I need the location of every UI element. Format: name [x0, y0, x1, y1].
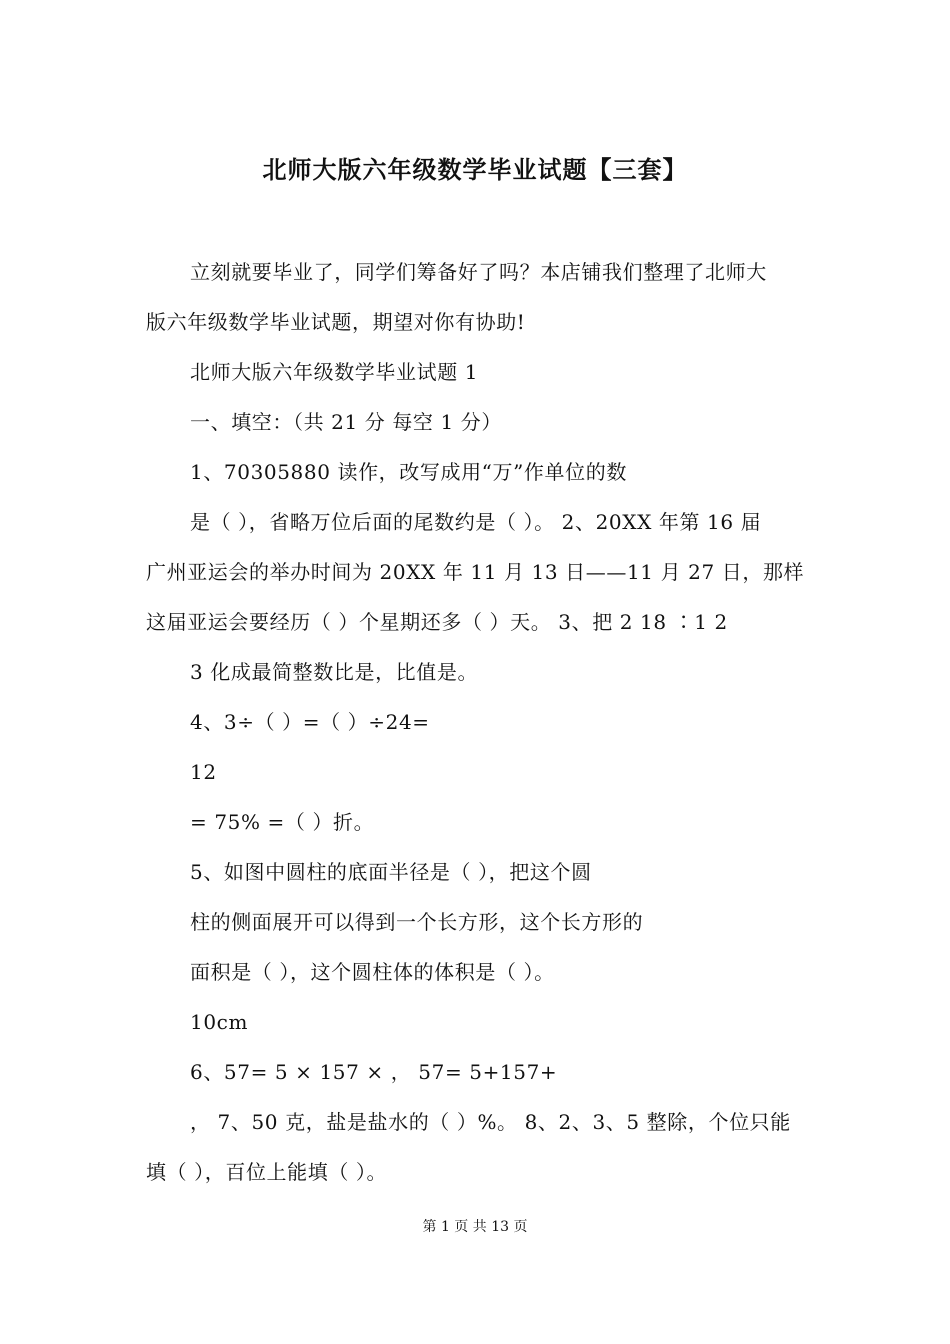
question-line-4: 这届亚运会要经历（ ）个星期还多（ ）天。 3、把 2 18 ∶1 2	[146, 610, 728, 634]
question-line-5: 3 化成最简整数比是，比值是。	[190, 660, 479, 684]
text-line-2: 版六年级数学毕业试题，期望对你有协助!	[146, 310, 526, 334]
question-line-15: 填（ ），百位上能填（ ）。	[146, 1160, 388, 1184]
question-line-12: 10cm	[190, 1010, 249, 1034]
part-heading: 一、填空：（共 21 分 每空 1 分）	[190, 410, 502, 434]
question-line-6: 4、3÷（ ）=（ ）÷24=	[190, 710, 430, 734]
question-line-7: 12	[190, 760, 217, 784]
question-line-8: = 75% =（ ）折。	[190, 810, 375, 834]
question-line-1: 1、70305880 读作，改写成用“万”作单位的数	[190, 460, 627, 484]
document-title: 北师大版六年级数学毕业试题【三套】	[262, 155, 688, 184]
question-line-3: 广州亚运会的举办时间为 20XX 年 11 月 13 日——11 月 27 日，那样	[146, 560, 805, 584]
question-line-9: 5、如图中圆柱的底面半径是（ ），把这个圆	[190, 860, 592, 884]
page-number-footer: 第 1 页 共 13 页	[422, 1219, 528, 1235]
section-heading: 北师大版六年级数学毕业试题 1	[190, 360, 479, 384]
question-line-2: 是（ ），省略万位后面的尾数约是（ ）。 2、20XX 年第 16 届	[190, 510, 762, 534]
question-line-13: 6、57= 5 × 157 × ， 57= 5+157+	[190, 1060, 558, 1084]
text-line-1: 立刻就要毕业了，同学们筹备好了吗？本店铺我们整理了北师大	[190, 260, 767, 284]
question-line-11: 面积是（ ），这个圆柱体的体积是（ ）。	[190, 960, 555, 984]
question-line-14: ， 7、50 克，盐是盐水的（ ）%。 8、2、3、5 整除，个位只能	[190, 1110, 791, 1134]
question-line-10: 柱的侧面展开可以得到一个长方形，这个长方形的	[190, 910, 644, 934]
